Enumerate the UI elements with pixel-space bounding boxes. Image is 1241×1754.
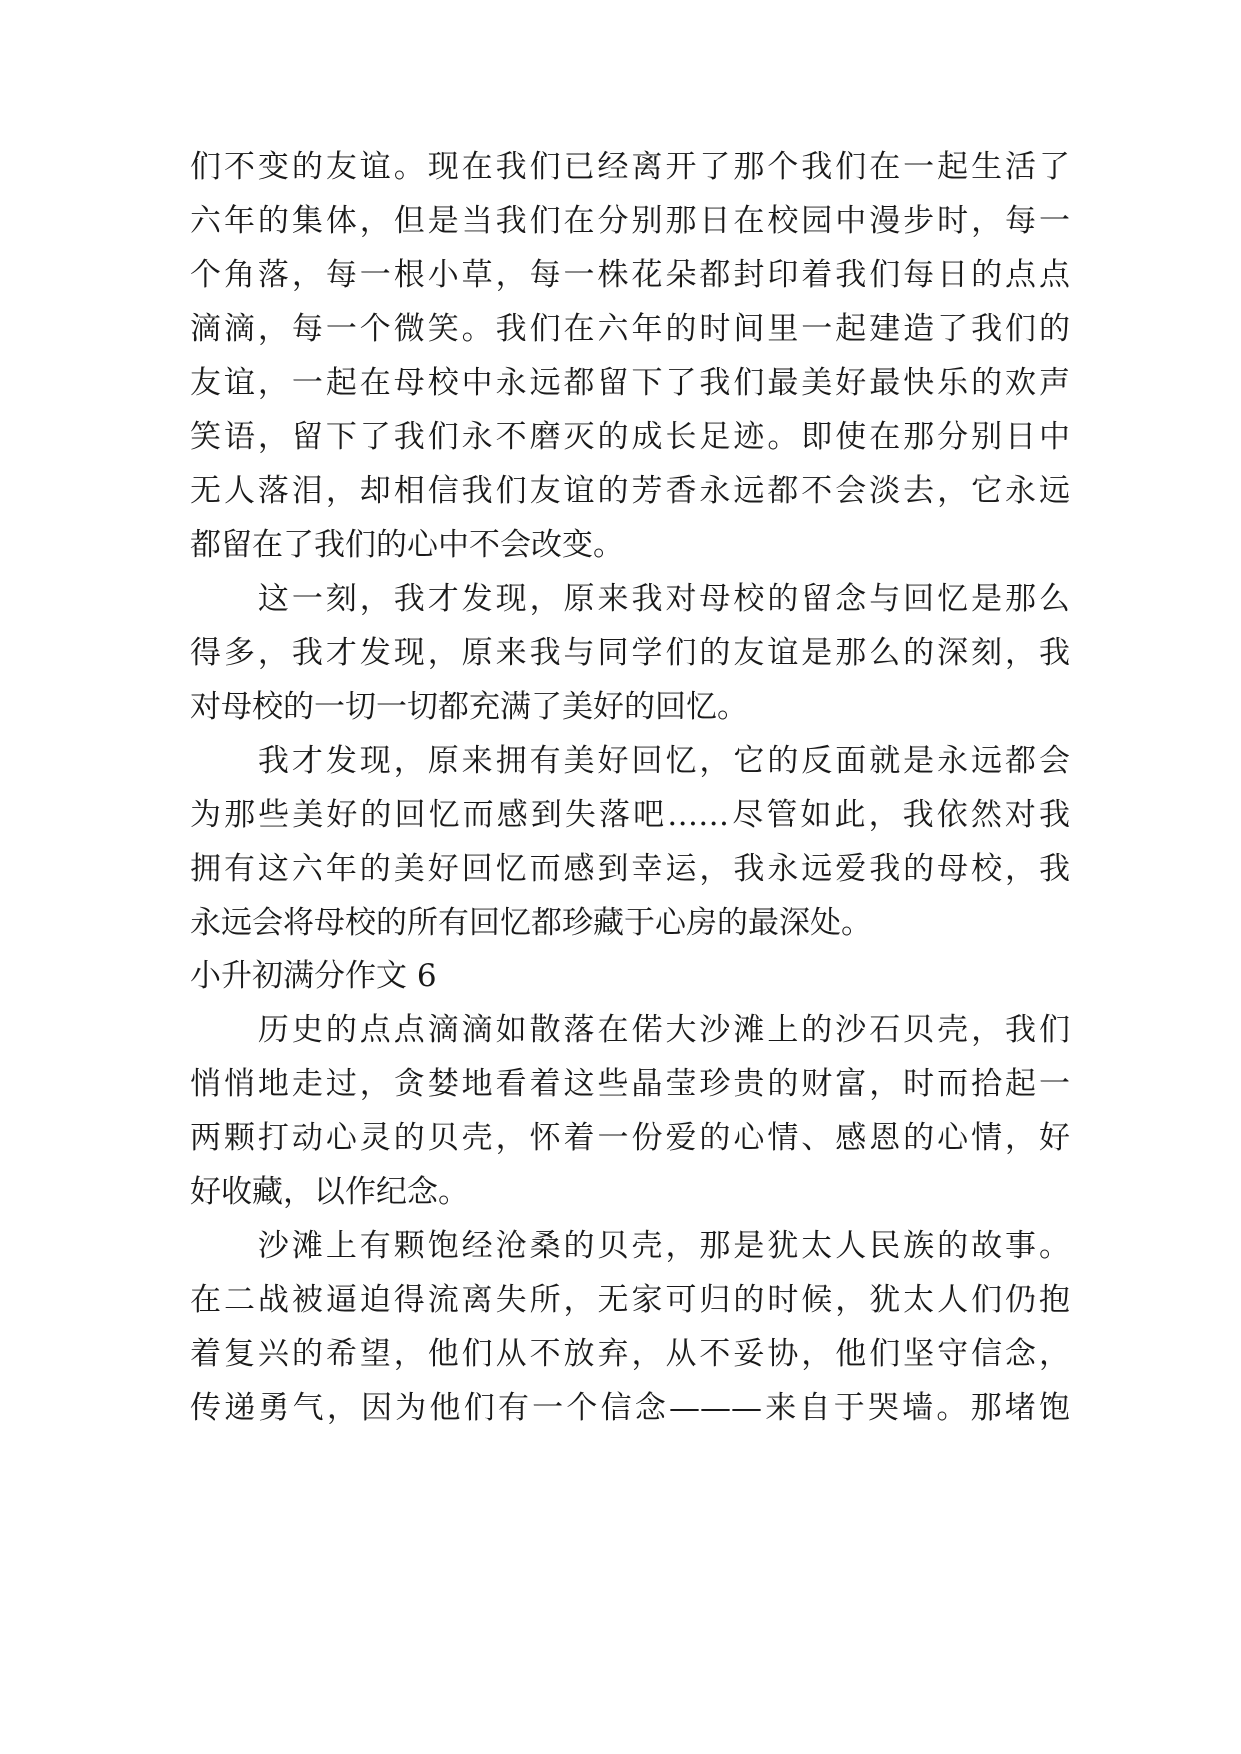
text-line: 六年的集体，但是当我们在分别那日在校园中漫步时，每一 bbox=[190, 203, 1070, 239]
text-line: 个角落，每一根小草，每一株花朵都封印着我们每日的点点 bbox=[190, 257, 1070, 293]
text-line: 拥有这六年的美好回忆而感到幸运，我永远爱我的母校，我 bbox=[190, 851, 1070, 887]
text-line: 历史的点点滴滴如散落在偌大沙滩上的沙石贝壳，我们 bbox=[190, 1012, 1070, 1048]
text-line: 在二战被逼迫得流离失所，无家可归的时候，犹太人们仍抱 bbox=[190, 1282, 1070, 1318]
text-line: 悄悄地走过，贪婪地看着这些晶莹珍贵的财富，时而拾起一 bbox=[190, 1066, 1070, 1102]
text-line: 滴滴，每一个微笑。我们在六年的时间里一起建造了我们的 bbox=[190, 311, 1070, 347]
text-line: 们不变的友谊。现在我们已经离开了那个我们在一起生活了 bbox=[190, 149, 1070, 185]
text-line: 传递勇气，因为他们有一个信念———来自于哭墙。那堵饱 bbox=[190, 1390, 1070, 1426]
text-line: 都留在了我们的心中不会改变。 bbox=[190, 527, 624, 563]
text-line: 得多，我才发现，原来我与同学们的友谊是那么的深刻，我 bbox=[190, 635, 1070, 671]
text-line: 无人落泪，却相信我们友谊的芳香永远都不会淡去，它永远 bbox=[190, 473, 1070, 509]
text-line: 笑语，留下了我们永不磨灭的成长足迹。即使在那分别日中 bbox=[190, 419, 1070, 455]
text-line: 永远会将母校的所有回忆都珍藏于心房的最深处。 bbox=[190, 905, 872, 941]
text-line: 两颗打动心灵的贝壳，怀着一份爱的心情、感恩的心情，好 bbox=[190, 1120, 1070, 1156]
text-line: 好收藏，以作纪念。 bbox=[190, 1174, 469, 1210]
text-line: 友谊，一起在母校中永远都留下了我们最美好最快乐的欢声 bbox=[190, 365, 1070, 401]
text-line: 沙滩上有颗饱经沧桑的贝壳，那是犹太人民族的故事。 bbox=[190, 1228, 1070, 1264]
text-line: 我才发现，原来拥有美好回忆，它的反面就是永远都会 bbox=[190, 743, 1070, 779]
text-line: 对母校的一切一切都充满了美好的回忆。 bbox=[190, 689, 748, 725]
text-line: 着复兴的希望，他们从不放弃，从不妥协，他们坚守信念， bbox=[190, 1336, 1070, 1372]
section-heading: 小升初满分作文 6 bbox=[190, 958, 437, 994]
text-line: 为那些美好的回忆而感到失落吧……尽管如此，我依然对我 bbox=[190, 797, 1070, 833]
text-line: 这一刻，我才发现，原来我对母校的留念与回忆是那么 bbox=[190, 581, 1070, 617]
